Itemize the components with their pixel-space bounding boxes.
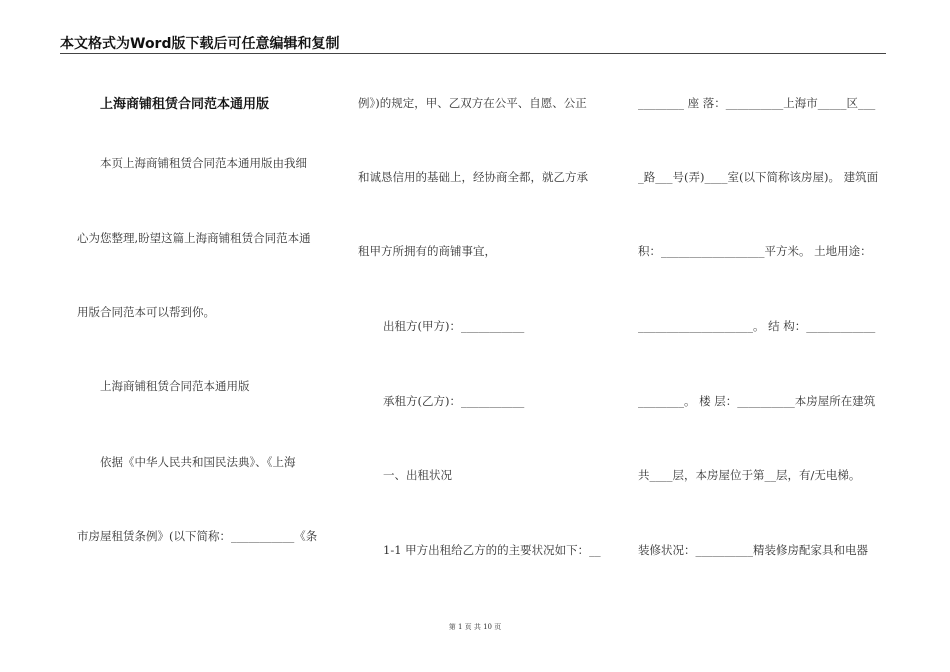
- col3-line-7: 装修状况：__________精装修房配家具和电器: [638, 543, 868, 557]
- col2-line-2: 和诚恳信用的基础上，经协商全都，就乙方承: [358, 170, 588, 184]
- col3-line-2: _路___号(弄)____室(以下简称该房屋)。 建筑面: [638, 170, 879, 184]
- col1-line-5: 依据《中华人民共和国民法典》、《上海: [100, 455, 296, 469]
- col2-line-3: 租甲方所拥有的商铺事宜，: [358, 244, 496, 258]
- col3-line-1: ________ 座 落：__________上海市_____区___: [638, 96, 876, 110]
- header-divider: [60, 53, 886, 54]
- col2-line-1: 例》)的规定，甲、乙双方在公平、自愿、公正: [358, 96, 587, 110]
- col1-line-4: 上海商铺租赁合同范本通用版: [100, 379, 250, 393]
- col1-line-3: 用版合同范本可以帮到你。: [77, 305, 215, 319]
- page-header: 本文格式为Word版下载后可任意编辑和复制: [60, 36, 340, 52]
- col1-line-6: 市房屋租赁条例》(以下简称：___________《条: [77, 529, 318, 543]
- col3-line-4: ____________________。 结 构：____________: [638, 319, 876, 333]
- col1-line-1: 本页上海商铺租赁合同范本通用版由我细: [100, 156, 307, 170]
- col3-line-3: 积：__________________平方米。 土地用途：: [638, 244, 872, 258]
- col2-line-7: 1-1 甲方出租给乙方的的主要状况如下：__: [383, 543, 601, 557]
- col3-line-6: 共____层，本房屋位于第__层，有/无电梯。: [638, 468, 861, 482]
- page-number: 第 1 页 共 10 页: [448, 623, 502, 631]
- col3-line-5: ________。 楼 层：__________本房屋所在建筑: [638, 394, 876, 408]
- col1-line-2: 心为您整理,盼望这篇上海商铺租赁合同范本通: [77, 231, 311, 245]
- document-title: 上海商铺租赁合同范本通用版: [100, 97, 270, 112]
- col2-line-6: 一、出租状况: [383, 468, 452, 482]
- col2-line-4: 出租方(甲方)：___________: [383, 319, 525, 333]
- col2-line-5: 承租方(乙方)：___________: [383, 394, 525, 408]
